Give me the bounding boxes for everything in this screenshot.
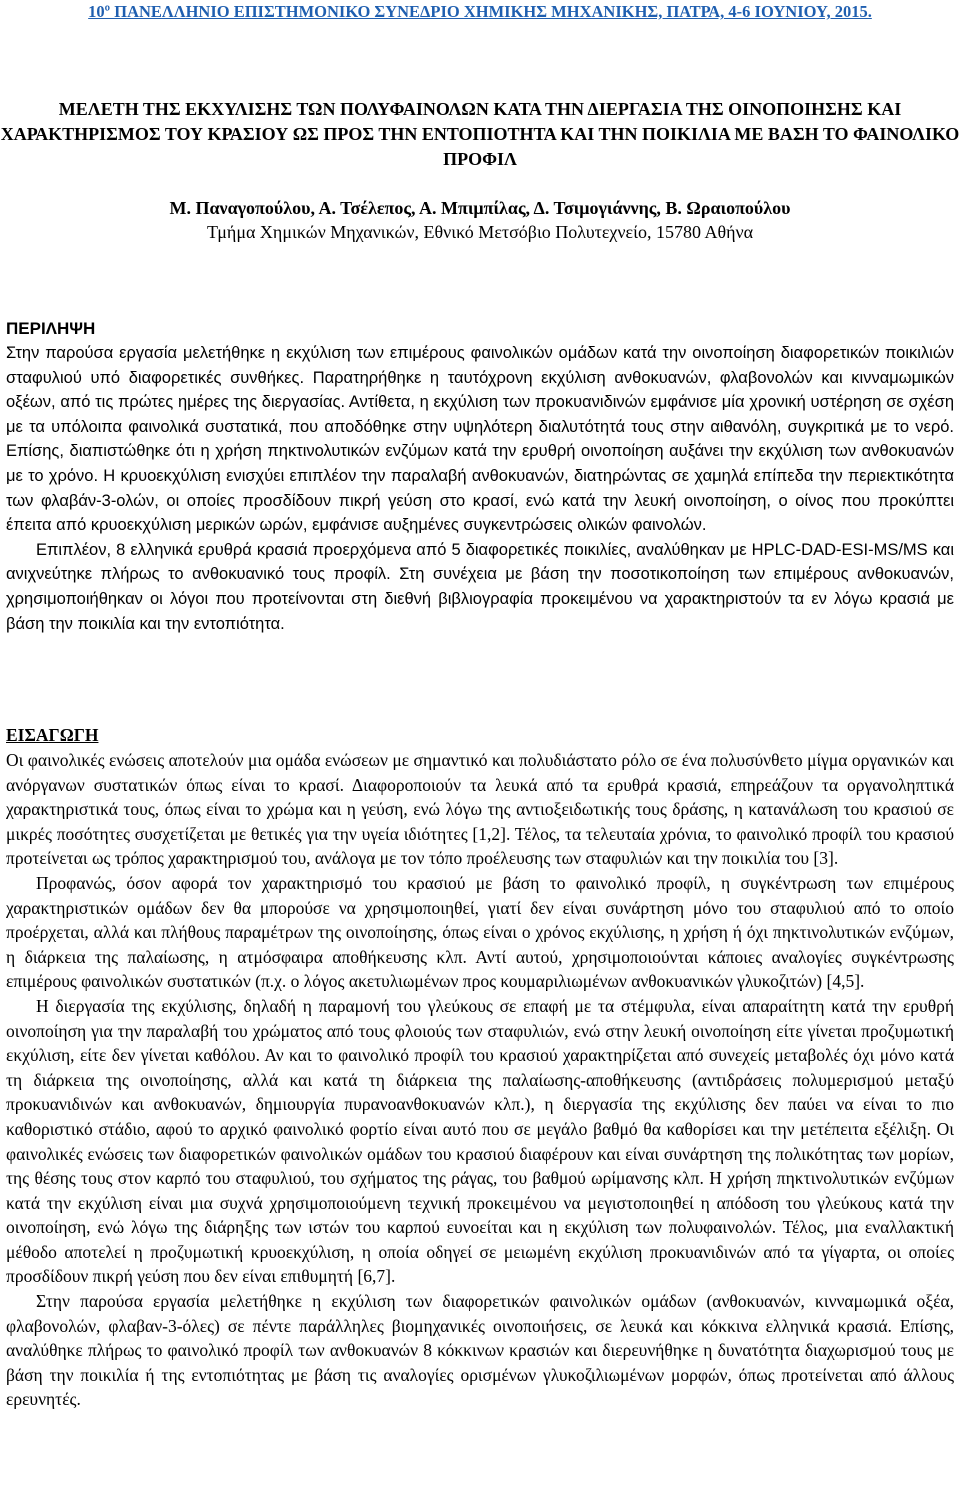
abstract-section (6, 316, 954, 636)
intro-paragraph-2: Προφανώς, όσον αφορά τον χαρακτηρισμό του κρασιού με βάση το φαινολικό προφίλ, η συγκέντρωση των επιμέρους χαρακτηριστικών ομάδων δεν θα μπορούσε να χρησιμοποιηθεί, γιατί δεν είναι συνάρτηση μόνο του σταφυλιού από το οποίο προέρχεται, αλλά και πλήθους παραμέτρων της οινοποίησης, όπως είναι ο χρόνος εκχύλισης, η χρήση ή όχι πηκτινολυτικών ενζύμων, η διάρκεια της παλαίωσης, η ατμόσφαιρα αποθήκευσης κλπ. Αντί αυτού, χρησιμοποιούνται κάποιες αναλογίες συγκέντρωσης επιμέρους φαινολικών συστατικών (π.χ. ο λόγος ακετυλιωμένων προς κουμαριλιωμένων ανθοκυανικών γλυκοζιτών) [4,5]. (6, 872, 954, 992)
introduction-section (6, 723, 954, 1412)
introduction-heading: ΕΙΣΑΓΩΓΗ (6, 725, 99, 745)
abstract-paragraph-2: Επιπλέον, 8 ελληνικά ερυθρά κρασιά προερχόμενα από 5 διαφορετικές ποικιλίες, αναλύθηκαν με HPLC-DAD-ESI-MS/MS και ανιχνεύτηκε πλήρως το ανθοκυανικό τους προφίλ. Στη συνέχεια με βάση την ποσοτικοποίηση των επιμέρους ανθοκυανών, χρησιμοποιήθηκαν οι λόγοι που προτείνονται στη διεθνή βιβλιογραφία προκειμένου να χαρακτηριστούν τα εν λόγω κρασιά με βάση την ποικιλία και την εντοπιότητα. (6, 540, 954, 633)
authors: Μ. Παναγοπούλου, Α. Τσέλεπος, Α. Μπιμπίλας, Δ. Τσιμογιάννης, Β. Ωραιοπούλου (169, 198, 791, 218)
intro-paragraph-4: Στην παρούσα εργασία μελετήθηκε η εκχύλιση των διαφορετικών φαινολικών ομάδων (ανθοκυανών, κινναμωμικά οξέα, φλαβονολών, φλαβαν-3-όλες) σε πέντε παράλληλες βιομηχανικές οινοποιήσεις, σε λευκά και κόκκινα ελληνικά κρασιά. Επίσης, αναλύθηκε πλήρως το φαινολικό προφίλ των ανθοκυανών 8 κόκκινων κρασιών και διερευνήθηκε η δυνατότητα διαχωρισμού τους με βάση την ποικιλία ή της εντοπιότητας με βάση τις αναλογίες ορισμένων γλυκοζιλιωμένων μορφών, όπως προτείνεται από άλλους ερευνητές. (6, 1291, 954, 1410)
conference-header: 10º ΠΑΝΕΛΛΗΝΙΟ ΕΠΙΣΤΗΜΟΝΙΚΟ ΣΥΝΕΔΡΙΟ ΧΗΜΙΚΗΣ ΜΗΧΑΝΙΚΗΣ, ΠΑΤΡΑ, 4-6 ΙΟΥΝΙΟΥ, 2015. (88, 2, 872, 21)
intro-paragraph-1: Οι φαινολικές ενώσεις αποτελούν μια ομάδα ενώσεων με σημαντικό και πολυδιάστατο ρόλο σε ένα πολυσύνθετο μίγμα οργανικών και ανόργανων συστατικών όπως είναι το κρασί. Διαφοροποιούν τα λευκά από τα ερυθρά κρασιά, επηρεάζουν τα οργανοληπτικά χαρακτηριστικά τους, όπως είναι το χρώμα και η γεύση, ενώ λόγω της αντιοξειδωτικής τους δράσης, η κατανάλωση του κρασιού σε μικρές ποσότητες συσχετίζεται με θετικές για την υγεία ιδιότητες [1,2]. Τέλος, τα τελευταία χρόνια, το φαινολικό προφίλ του κρασιού προτείνεται ως τρόπος χαρακτηρισμού του, ανάλογα με τον τόπο προέλευσης των σταφυλιών και την ποικιλία του [3]. (6, 750, 954, 869)
abstract-heading: ΠΕΡΙΛΗΨΗ (6, 319, 96, 338)
abstract-paragraph-1: Στην παρούσα εργασία μελετήθηκε η εκχύλιση των επιμέρους φαινολικών ομάδων κατά την οινοποίηση διαφορετικών ποικιλιών σταφυλιού υπό διαφορετικές συνθήκες. Παρατηρήθηκε η ταυτόχρονη εκχύλιση ανθοκυανών, φλαβονολών και κινναμωμικών οξέων, από τις πρώτες ημέρες της διεργασίας. Αντίθετα, η εκχύλιση των προκυανιδινών εμφάνισε μία χρονική υστέρηση σε σχέση με τα υπόλοιπα φαινολικά συστατικά, που αποδόθηκε στην υψηλότερη διαλυτότητά τους στην αιθανόλη, συγκριτικά με το νερό. Επίσης, διαπιστώθηκε ότι η χρήση πηκτινολυτικών ενζύμων κατά την ερυθρή οινοποίηση αυξάνει την εκχύλιση των ανθοκυανών με το χρόνο. Η κρυοεκχύλιση ενισχύει επιπλέον την παραλαβή ανθοκυανών, διατηρώντας σε χαμηλά επίπεδα την περιεκτικότητα των φλαβάν-3-ολών, οι οποίες προσδίδουν πικρή γεύση στο κρασί, ενώ κατά την λευκή οινοποίηση, ο οίνος που προκύπτει έπειτα από κρυοεκχύλιση μερικών ωρών, εμφάνισε αυξημένες συγκεντρώσεις ολικών φαινολών. (6, 344, 954, 535)
paper-title: ΜΕΛΕΤΗ ΤΗΣ ΕΚΧΥΛΙΣΗΣ ΤΩΝ ΠΟΛΥΦΑΙΝΟΛΩΝ ΚΑΤΑ ΤΗΝ ΔΙΕΡΓΑΣΙΑ ΤΗΣ ΟΙΝΟΠΟΙΗΣΗΣ ΚΑΙ ΧΑΡΑΚΤΗΡΙΣΜΟΣ ΤΟΥ ΚΡΑΣΙΟΥ ΩΣ ΠΡΟΣ ΤΗΝ ΕΝΤΟΠΙΟΤΗΤΑ ΚΑΙ ΤΗΝ ΠΟΙΚΙΛΙΑ ΜΕ ΒΑΣΗ ΤΟ ΦΑΙΝΟΛΙΚΟ ΠΡΟΦΙΛ (0, 99, 960, 169)
affiliation: Τμήμα Χημικών Μηχανικών, Εθνικό Μετσόβιο Πολυτεχνείο, 15780 Αθήνα (206, 222, 754, 242)
intro-paragraph-3: Η διεργασία της εκχύλισης, δηλαδή η παραμονή του γλεύκους σε επαφή με τα στέμφυλα, είναι απαραίτητη κατά την ερυθρή οινοποίηση για την παραλαβή του χρώματος από τους φλοιούς των σταφυλιών, ενώ στην λευκή οινοποίηση είτε γίνεται προζυμωτική εκχύλιση, είτε δεν γίνεται καθόλου. Αν και το φαινολικό προφίλ του κρασιού χαρακτηρίζεται από συνεχείς μεταβολές όχι μόνο κατά τη διάρκεια της οινοποίησης, αλλά και κατά τη διάρκεια της παλαίωσης-αποθήκευσης (αντιδράσεις πολυμερισμού μεταξύ προκυανιδινών και ανθοκυανών, δημιουργία πυρανοανθοκυανών κλπ.), η διεργασία της εκχύλισης δεν παύει να είναι το πιο καθοριστικό στάδιο, αφού το αρχικό φαινολικό φορτίο είναι αυτό που σε μεγάλο βαθμό θα καθορίσει και την μετέπειτα εξέλιξη. Οι φαινολικές ενώσεις των διαφορετικών φαινολικών ομάδων του κρασιού διαφέρουν και είναι συνάρτηση της πολικότητας των μορίων, της θέσης τους στον καρπό του σταφυλιού, του σχήματος της ράγας, του βαθμού ωρίμανσης κλπ. Η χρήση πηκτινολυτικών ενζύμων κατά την εκχύλιση είναι μια συχνά χρησιμοποιούμενη τεχνική προκειμένου να μεγιστοποιηθεί η απόδοση του γλεύκους κατά την οινοποίηση, ενώ λόγω της διάρηξης των ιστών του καρπού ευνοείται και η εκχύλιση των πολυφαινολών. Τέλος, μια εναλλακτική μέθοδο αποτελεί η προζυμωτική κρυοεκχύλιση, η οποία οδηγεί σε μειωμένη εκχύλιση προκυανιδινών από τα γίγαρτα, οι οποίες προσδίδουν πικρή γεύση που δεν είναι επιθυμητή [6,7]. (6, 995, 954, 1287)
